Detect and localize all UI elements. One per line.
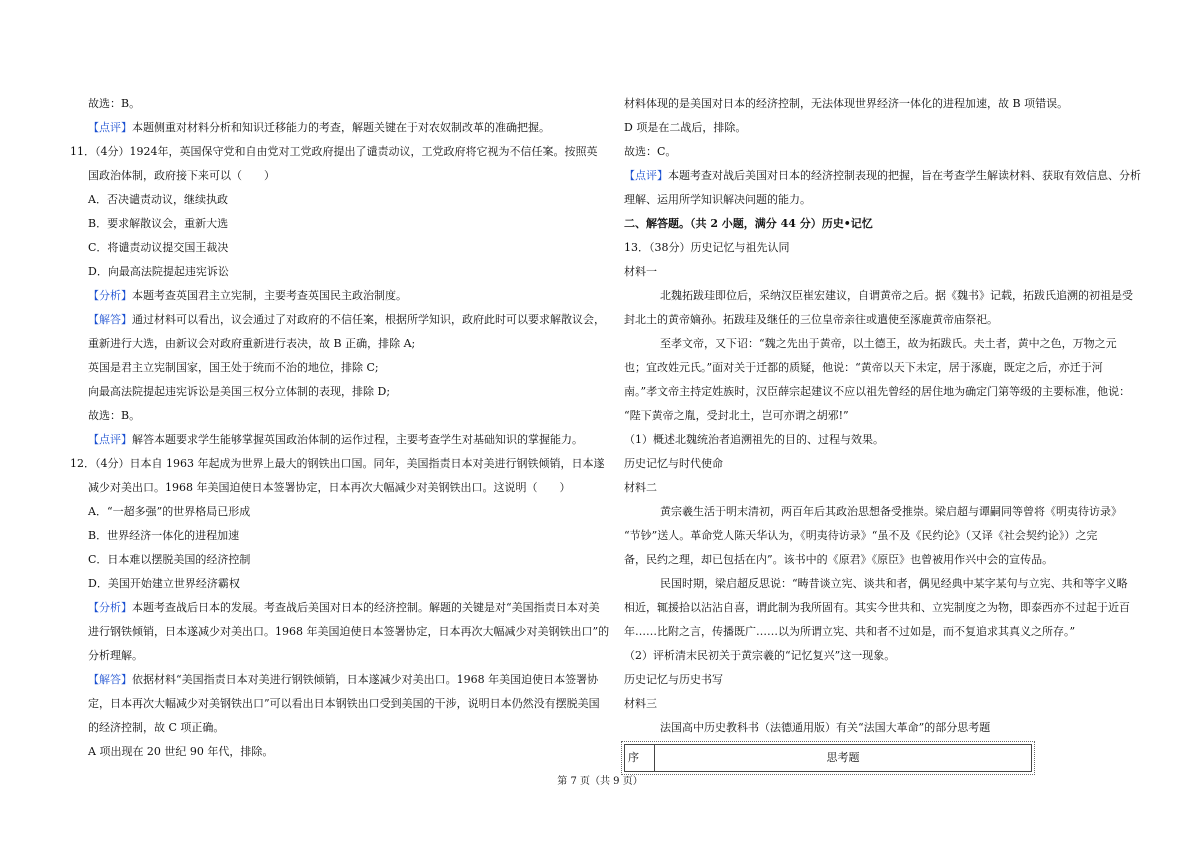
line-text: 南。”孝文帝主持定姓族时，汉臣薛宗起建议不应以祖先曾经的居住地为确定门第等级的主要标准，他说： — [624, 385, 1131, 398]
line-text: 故选：B。 — [88, 409, 141, 422]
line-text: 向最高法院提起违宪诉讼是美国三权分立体制的表现，排除 D; — [88, 385, 391, 398]
text-line — [624, 212, 1134, 236]
text-line — [624, 308, 1134, 332]
line-text: 年……比附之言，传播既广……以为所谓立宪、共和者不过如是，而不复追求其真义之所存。” — [624, 625, 1076, 638]
text-line — [70, 404, 590, 428]
line-text: 历史记忆与历史书写 — [624, 673, 723, 686]
line-text: 北魏拓跋珪即位后，采纳汉臣崔宏建议，自谓黄帝之后。据《魏书》记载，拓跋氏追溯的初祖是受 — [660, 289, 1133, 302]
text-line — [70, 116, 590, 140]
line-text: D．美国开始建立世界经济霸权 — [88, 577, 240, 590]
line-text: 通过材料可以看出，议会通过了对政府的不信任案，根据所学知识，政府此时可以要求解散议会， — [132, 313, 605, 326]
text-line — [624, 548, 1134, 572]
line-text: 理解、运用所学知识解决问题的能力。 — [624, 193, 811, 206]
text-line — [70, 452, 605, 476]
text-line — [70, 668, 599, 692]
text-line — [70, 500, 590, 524]
section-tag: 【解答】 — [88, 313, 132, 326]
line-text: 备，民约之理，却已包括在内”。该书中的《原君》《原臣》也曾被用作兴中会的宣传品。 — [624, 553, 1054, 566]
text-line — [624, 188, 1134, 212]
line-text: 分析理解。 — [88, 649, 143, 662]
right-column-lines — [624, 92, 1141, 740]
text-line — [70, 284, 590, 308]
text-line — [624, 92, 1134, 116]
section-tag: 【点评】 — [88, 433, 132, 446]
line-text: 英国是君主立宪制国家，国王处于统而不治的地位，排除 C; — [88, 361, 379, 374]
text-line — [624, 644, 1134, 668]
line-text: “陛下黄帝之胤，受封北土，岂可亦谓之胡邪!” — [624, 409, 849, 422]
line-text: 材料三 — [624, 697, 657, 710]
text-line — [624, 332, 1134, 356]
line-text: 故选：B。 — [88, 97, 141, 110]
text-line — [624, 596, 1134, 620]
text-line — [70, 236, 590, 260]
text-line — [624, 428, 1134, 452]
text-line — [624, 716, 1134, 740]
line-text: 民国时期，梁启超反思说：“畴昔谈立宪、谈共和者，偶见经典中某字某句与立宪、共和等字义略 — [660, 577, 1128, 590]
text-line — [70, 548, 590, 572]
line-text: B．世界经济一体化的进程加速 — [88, 529, 240, 542]
line-text: 减少对美出口。1968 年美国迫使日本签署协定，日本再次大幅减少对美钢铁出口。这说明（ ） — [88, 481, 571, 494]
text-line — [624, 116, 1134, 140]
line-text: 至孝文帝，又下诏：“魏之先出于黄帝，以土德王，故为拓跋氏。夫土者，黄中之色，万物之元 — [660, 337, 1117, 350]
text-line — [70, 524, 590, 548]
line-text: C．将谴责动议提交国王裁决 — [88, 241, 229, 254]
text-line — [70, 572, 590, 596]
text-line — [70, 188, 590, 212]
line-text: A 项出现在 20 世纪 90 年代，排除。 — [88, 745, 274, 758]
line-text: 故选：C。 — [624, 145, 677, 158]
text-line — [70, 308, 605, 332]
text-line — [70, 140, 598, 164]
line-text: 国政治体制，政府接下来可以（ ） — [88, 169, 275, 182]
text-line — [624, 452, 1134, 476]
line-text: 定，日本再次大幅减少对美钢铁出口”可以看出日本钢铁出口受到美国的干涉，说明日本仍然没有摆脱美国 — [88, 697, 600, 710]
table-col-question: 思考题 — [826, 751, 860, 764]
text-line — [70, 260, 590, 284]
line-text: 相近，辄援拾以沾沾自喜，谓此制为我所固有。其实今世共和、立宪制度之为物，即泰西亦不过起于近百 — [624, 601, 1130, 614]
text-line — [70, 380, 590, 404]
line-text: D．向最高法院提起违宪诉讼 — [88, 265, 229, 278]
line-text: 本题考查战后日本的发展。考查战后美国对日本的经济控制。解题的关键是对“美国指责日本对美 — [132, 601, 600, 614]
line-text: 11．（4分）1924年，英国保守党和自由党对工党政府提出了谴责动议，工党政府将它视为不信任案。按照英 — [70, 145, 598, 158]
text-line — [624, 260, 1134, 284]
text-line — [70, 92, 590, 116]
text-line — [624, 380, 1134, 404]
line-text: “节钞”送人。革命党人陈天华认为，《明夷待访录》“虽不及《民约论》（又译《社会契约论》）之完 — [624, 529, 1098, 542]
section-tag: 【点评】 — [624, 169, 668, 182]
line-text: 封北土的黄帝嫡孙。拓跋珪及继任的三位皇帝亲往或遣使至涿鹿黄帝庙祭祀。 — [624, 313, 998, 326]
text-line — [624, 284, 1134, 308]
line-text: 材料一 — [624, 265, 657, 278]
line-text: D 项是在二战后，排除。 — [624, 121, 747, 134]
text-line — [70, 476, 590, 500]
questions-table-header — [624, 744, 1032, 772]
line-text: 解答本题要求学生能够掌握英国政治体制的运作过程，主要考查学生对基础知识的掌握能力。 — [132, 433, 583, 446]
text-line — [70, 644, 590, 668]
section-tag: 【点评】 — [88, 121, 132, 134]
line-text: 法国高中历史教科书（法德通用版）有关“法国大革命”的部分思考题 — [660, 721, 991, 734]
line-text: A．“一超多强”的世界格局已形成 — [88, 505, 251, 518]
text-line — [624, 524, 1134, 548]
line-text: C．日本难以摆脱美国的经济控制 — [88, 553, 251, 566]
line-text: 也；宜改姓元氏。”面对关于迁都的质疑，他说：“黄帝以天下未定，居于涿鹿，既定之后，亦迁于河 — [624, 361, 1103, 374]
line-text: 13．（38分）历史记忆与祖先认同 — [624, 241, 790, 254]
left-column — [70, 92, 610, 764]
text-line — [70, 428, 590, 452]
line-text: 本题考查对战后美国对日本的经济控制表现的把握，旨在考查学生解读材料、获取有效信息、分析 — [668, 169, 1141, 182]
line-text: 本题侧重对材料分析和知识迁移能力的考查，解题关键在于对农奴制改革的准确把握。 — [132, 121, 550, 134]
text-line — [624, 140, 1134, 164]
line-text: 历史记忆与时代使命 — [624, 457, 723, 470]
line-text: 黄宗羲生活于明末清初，两百年后其政治思想备受推崇。梁启超与谭嗣同等曾将《明夷待访录》 — [660, 505, 1122, 518]
line-text: （1）概述北魏统治者追溯祖先的目的、过程与效果。 — [624, 433, 884, 446]
line-text: 进行钢铁倾销，日本遂减少对美出口。1968 年美国迫使日本签署协定，日本再次大幅减少对美钢铁出口”的 — [88, 625, 610, 638]
text-line — [624, 236, 1134, 260]
text-line — [624, 164, 1141, 188]
line-text: 二、解答题。（共 2 小题，满分 44 分）历史•记忆 — [624, 217, 873, 230]
line-text: 材料体现的是美国对日本的经济控制，无法体现世界经济一体化的进程加速，故 B 项错误。 — [624, 97, 1069, 110]
text-line — [70, 692, 600, 716]
section-tag: 【解答】 — [88, 673, 132, 686]
line-text: A．否决谴责动议，继续执政 — [88, 193, 228, 206]
text-line — [70, 332, 590, 356]
text-line — [624, 692, 1134, 716]
line-text: 的经济控制，故 C 项正确。 — [88, 721, 225, 734]
table-col-seq: 序 — [625, 745, 655, 771]
line-text: 12．（4分）日本自 1963 年起成为世界上最大的钢铁出口国。同年，美国指责日本对美进行钢铁倾销，日本遂 — [70, 457, 605, 470]
text-line — [624, 620, 1134, 644]
line-text: （2）评析清末民初关于黄宗羲的“记忆复兴”这一现象。 — [624, 649, 896, 662]
section-tag: 【分析】 — [88, 601, 132, 614]
line-text: 重新进行大选，由新议会对政府重新进行表决，故 B 正确，排除 A; — [88, 337, 416, 350]
line-text: 本题考查英国君主立宪制，主要考查英国民主政治制度。 — [132, 289, 407, 302]
line-text: B．要求解散议会，重新大选 — [88, 217, 229, 230]
right-column — [624, 92, 1141, 772]
page-footer: 第 7 页（共 9 页） — [557, 776, 643, 787]
section-tag: 【分析】 — [88, 289, 132, 302]
line-text: 依据材料“美国指责日本对美进行钢铁倾销，日本遂减少对美出口。1968 年美国迫使日本签署协 — [132, 673, 599, 686]
text-line — [70, 596, 600, 620]
line-text: 材料二 — [624, 481, 657, 494]
text-line — [624, 500, 1134, 524]
text-line — [624, 356, 1134, 380]
text-line — [624, 404, 1134, 428]
text-line — [70, 620, 610, 644]
text-line — [624, 668, 1134, 692]
text-line — [70, 356, 590, 380]
text-line — [624, 572, 1134, 596]
text-line — [70, 740, 590, 764]
text-line — [70, 212, 590, 236]
text-line — [70, 164, 590, 188]
text-line — [70, 716, 590, 740]
text-line — [624, 476, 1134, 500]
